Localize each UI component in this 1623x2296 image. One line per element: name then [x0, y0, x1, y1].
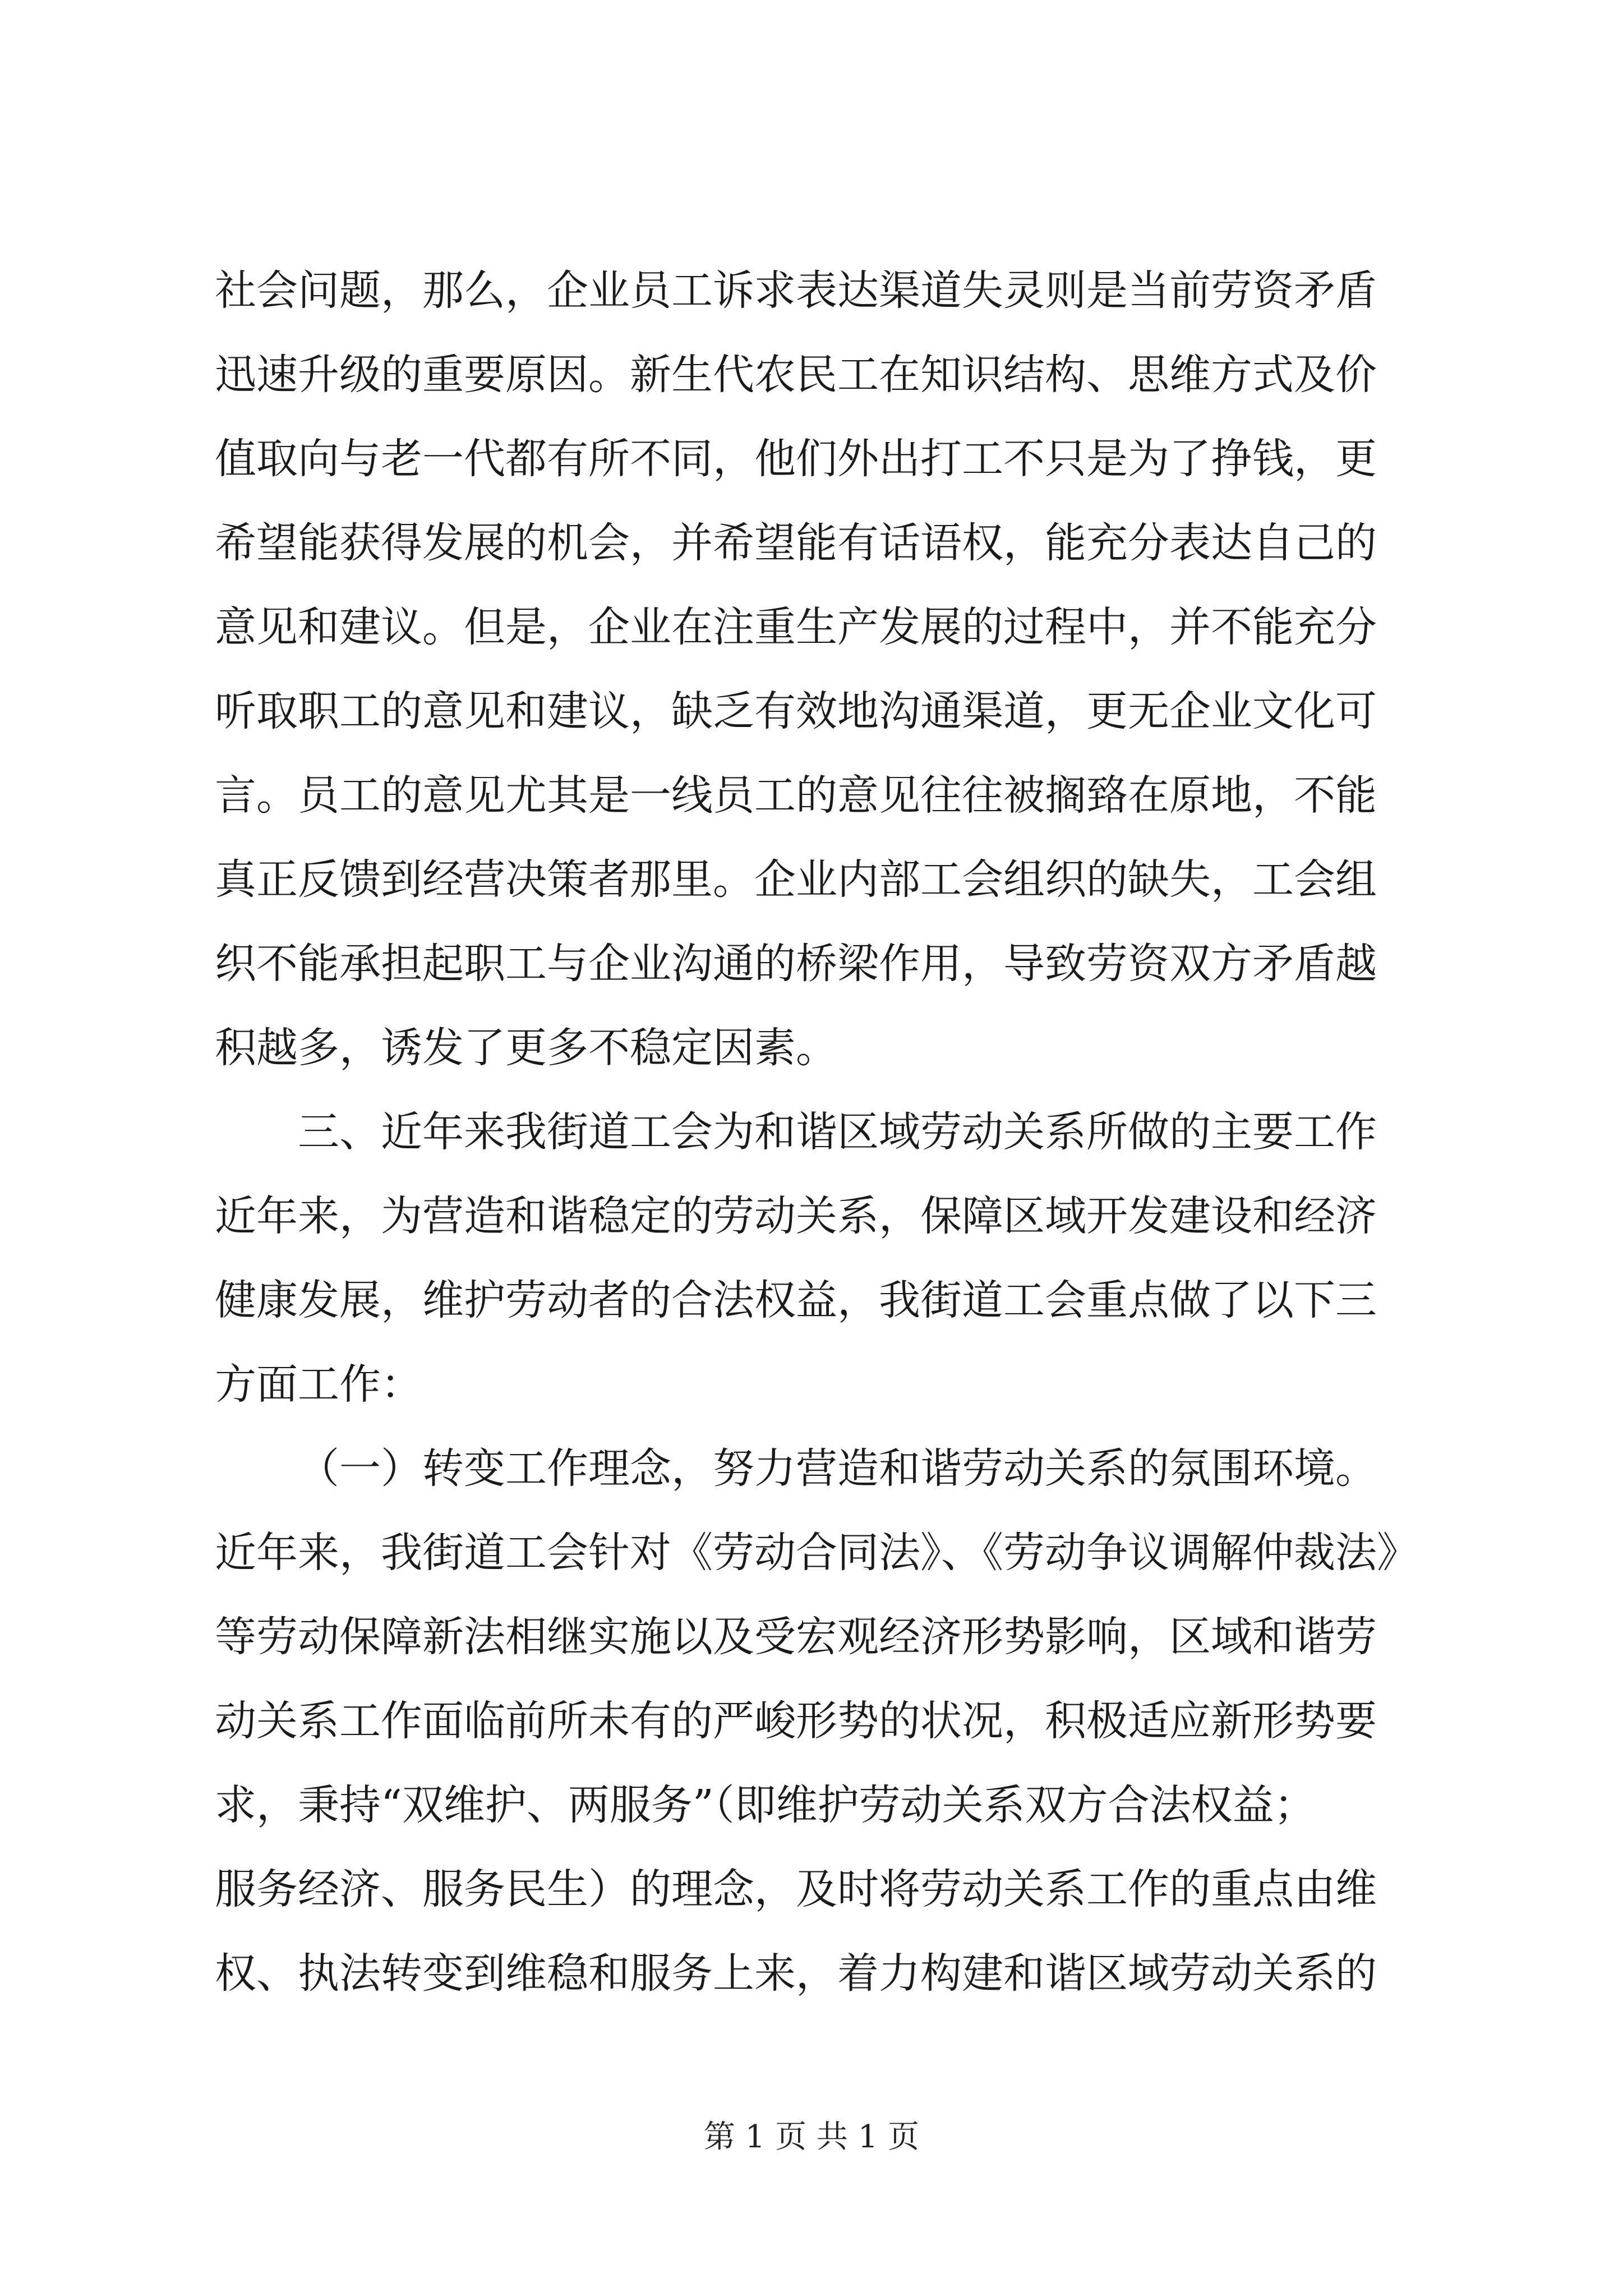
body-text-line: 织不能承担起职工与企业沟通的桥梁作用，导致劳资双方矛盾越	[215, 940, 1377, 988]
body-text-line: 等劳动保障新法相继实施以及受宏观经济形势影响，区域和谐劳	[215, 1613, 1377, 1661]
body-text-line: 意见和建议。但是，企业在注重生产发展的过程中，并不能充分	[215, 603, 1377, 651]
body-text-line: 健康发展，维护劳动者的合法权益，我街道工会重点做了以下三	[215, 1276, 1377, 1324]
body-text-line: 近年来，我街道工会针对《劳动合同法》、《劳动争议调解仲裁法》	[215, 1529, 1418, 1577]
subsection-heading: （一）转变工作理念，努力营造和谐劳动关系的氛围环境。	[298, 1444, 1377, 1493]
body-text-line: 听取职工的意见和建议，缺乏有效地沟通渠道，更无企业文化可	[215, 687, 1377, 735]
body-text-line: 求，秉持“双维护、两服务”（即维护劳动关系双方合法权益；	[215, 1781, 1316, 1829]
body-text-line: 真正反馈到经营决策者那里。企业内部工会组织的缺失，工会组	[215, 855, 1377, 904]
body-text-line: 权、执法转变到维稳和服务上来，着力构建和谐区域劳动关系的	[215, 1949, 1377, 1998]
body-text-line: 近年来，为营造和谐稳定的劳动关系，保障区域开发建设和经济	[215, 1192, 1377, 1240]
body-text-line: 动关系工作面临前所未有的严峻形势的状况，积极适应新形势要	[215, 1697, 1377, 1745]
body-text-line: 方面工作：	[215, 1360, 422, 1409]
body-text-line: 社会问题，那么，企业员工诉求表达渠道失灵则是当前劳资矛盾	[215, 266, 1377, 315]
body-text-line: 希望能获得发展的机会，并希望能有话语权，能充分表达自己的	[215, 519, 1377, 567]
body-text-line: 服务经济、服务民生）的理念，及时将劳动关系工作的重点由维	[215, 1865, 1377, 1913]
section-heading: 三、近年来我街道工会为和谐区域劳动关系所做的主要工作	[298, 1108, 1377, 1156]
body-text-line: 值取向与老一代都有所不同，他们外出打工不只是为了挣钱，更	[215, 435, 1377, 483]
body-text-line: 积越多，诱发了更多不稳定因素。	[215, 1024, 837, 1072]
body-text-line: 迅速升级的重要原因。新生代农民工在知识结构、思维方式及价	[215, 351, 1377, 399]
body-text-line: 言。员工的意见尤其是一线员工的意见往往被搁臵在原地，不能	[215, 771, 1377, 820]
page-footer: 第 1 页 共 1 页	[703, 2119, 920, 2155]
